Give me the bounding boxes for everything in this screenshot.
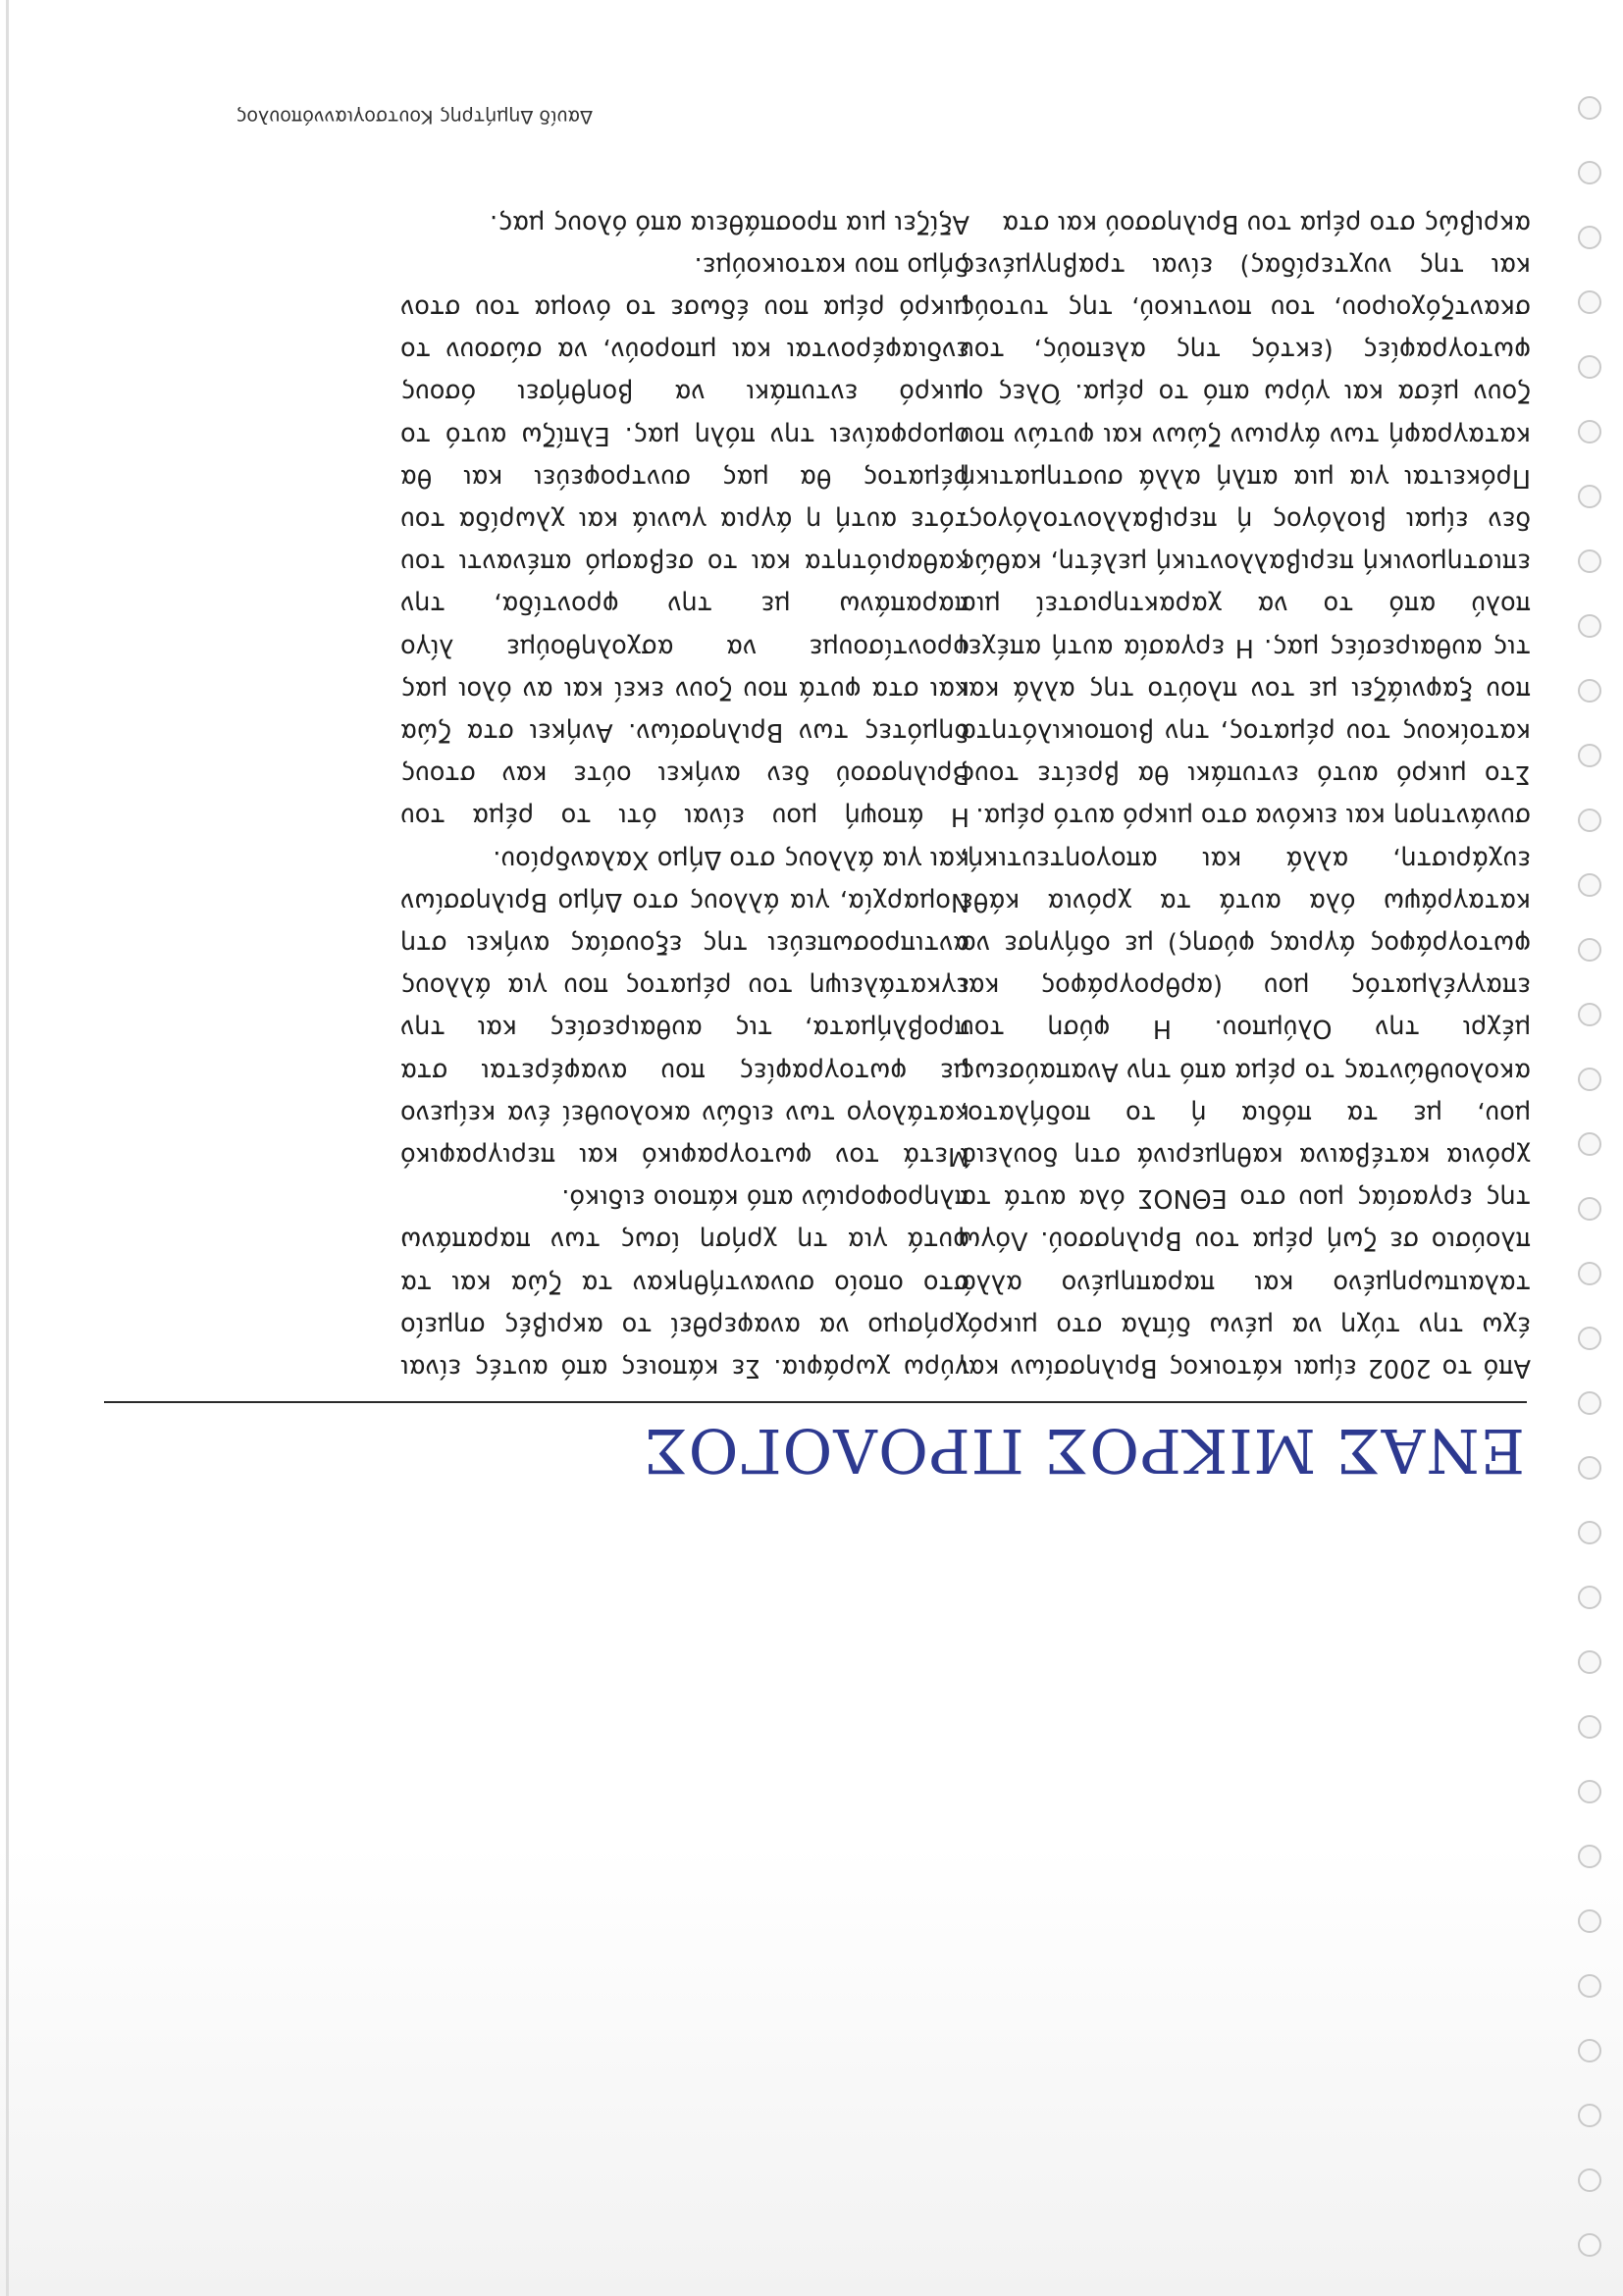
paragraph: γύρω χωράφια. Σε κάποιες από αυτές είναι χρήσιμο να αναφερθεί το ακριβές σημείο στο οποίο συναντήθηκαν τα ζώα και τα φυτά για τη χρήση ίσως των παραπάνω πληροφοριών από κάποιο ειδικό. bbox=[400, 1183, 969, 1383]
binding-hole bbox=[1578, 161, 1601, 184]
binding-hole bbox=[1578, 809, 1601, 832]
page-edge bbox=[6, 0, 9, 2296]
binding-hole bbox=[1578, 1780, 1601, 1803]
binding-hole bbox=[1578, 226, 1601, 249]
binding-hole bbox=[1578, 290, 1601, 314]
binding-hole bbox=[1578, 1197, 1601, 1221]
binding-hole bbox=[1578, 420, 1601, 444]
paragraph: Από το 2002 είμαι κάτοικος Βριλησσίων και έχω την τύχη να μένω δίπλα στο μικρό, ταλαιπωρημένο και παραπημένο αλλά πλούσιο σε ζωή ρέμα του Βριλησσού. Λόγω της εργασίας μου στο ΕΘΝΟΣ όλα αυτά τα χρόνια κατέβαινα καθημερινά στη δουλειά μου, με τα πόδια ή το ποδήλατο, ακολουθώντας το ρέμα από την Αναπαύσεως μέχρι την Ολύμπου. Η φύση του επαγγέλματός μου (αρθρογράφος και φωτογράφος άγριας φύσης) με οδήγησε να καταγράψω όλα αυτά τα χρόνια κάθε ευχάριστη, αλλά και απογοητευτική, συνάντηση και εικόνα στο μικρό αυτό ρέμα. bbox=[960, 802, 1531, 1383]
binding-hole bbox=[1578, 938, 1601, 962]
binding-hole bbox=[1578, 679, 1601, 703]
title-rule bbox=[104, 1401, 1527, 1403]
page-shade bbox=[0, 1845, 1623, 2296]
left-column bbox=[960, 201, 1531, 1388]
binding-hole bbox=[1578, 1327, 1601, 1350]
binding-hole bbox=[1578, 2233, 1601, 2257]
paragraph: Στο μικρό αυτό εντυπάκι θα βρείτε τους κατοίκους του ρέματος, την βιοποικιλότητα που ξαφνιάζει με τον πλούτο της αλλά και τις αυθαιρεσίες μας. Η εργασία αυτή απέχει πολύ από το να χαρακτηριστεί μια επιστημονική περιβαλλοντική μελέτη, καθώς δεν είμαι βιολόγος ή περιβαλλοντολόγος. Πρόκειται για μια απλή αλλά συστηματική καταγραφή των άγριων ζώων και φυτών που ζουν μέσα και γύρω από το ρέμα. Όλες οι φωτογραφίες (εκτός της αλεπούς, του σκαντζόχοιρου, του ποντικού, της τυτούς και της νυχτερίδας) είναι τραβηγμένες ακριβώς στο ρέμα του Βριλησσού και στα bbox=[960, 208, 1531, 790]
binding-hole bbox=[1578, 2168, 1601, 2192]
binding-hole bbox=[1578, 549, 1601, 573]
binding-hole bbox=[1578, 1132, 1601, 1156]
paragraph: Η άποψή μου είναι ότι το ρέμα του Βριλησσού δεν ανήκει ούτε καν στους δημότες των Βριλησσίων. Ανήκει στα ζώα και στα φυτά που ζουν εκεί και αν όλοι μας φροντίσουμε να ασχοληθούμε λίγο παραπάνω με την φροντίδα, την καθαριότητα και το σεβασμό απέναντι του τότε αυτή η άγρια γωνιά και χλωρίδα του ρέματος θα μας συντροφεύει και θα ομορφαίνει την πόλη μας. Ελπίζω αυτό το μικρό εντυπάκι να βοηθήσει όσους ενδιαφέρονται και μπορούν, να σώσουν το μικρό ρέμα που έδωσε το όνομα του στον δήμο που κατοικούμε. bbox=[400, 250, 969, 832]
binding-hole bbox=[1578, 1974, 1601, 1998]
paragraph: Αξίζει μια προσπάθεια από όλους μας. bbox=[490, 208, 969, 238]
binding-hole bbox=[1578, 485, 1601, 508]
binding-hole bbox=[1578, 96, 1601, 120]
binding-hole bbox=[1578, 1715, 1601, 1739]
binding-hole bbox=[1578, 2039, 1601, 2062]
spiral-binding bbox=[1552, 39, 1611, 2257]
binding-hole bbox=[1578, 1586, 1601, 1609]
binding-hole bbox=[1578, 1521, 1601, 1544]
paragraph: Μετά τον φωτογραφικό και περιγραφικό κατάλογο των ειδών ακολουθεί ένα κείμενο με φωτογραφίες που αναφέρεται στα προβλήματα, τις αυθαιρεσίες και την εγκατάλειψη του ρέματος που για άλλους αντιπροσωπεύει της εξουσίας ανήκει στη Νομαρχία, για άλλους στο Δήμο Βριλησσίων και για άλλους στο Δήμο Χαλανδρίου. bbox=[400, 844, 969, 1171]
binding-hole bbox=[1578, 873, 1601, 897]
page-title: ΕΝΑΣ ΜΙΚΡΟΣ ΠΡΟΛΟΓΟΣ bbox=[643, 1415, 1525, 1487]
binding-hole bbox=[1578, 1845, 1601, 1868]
binding-hole bbox=[1578, 1909, 1601, 1933]
binding-hole bbox=[1578, 744, 1601, 767]
binding-hole bbox=[1578, 1456, 1601, 1480]
binding-hole bbox=[1578, 1068, 1601, 1091]
binding-hole bbox=[1578, 1650, 1601, 1674]
binding-hole bbox=[1578, 1391, 1601, 1415]
author-signature: Δαυίδ Δημήτρης Κουτσογιαννόπουλος bbox=[236, 106, 593, 128]
binding-hole bbox=[1578, 1003, 1601, 1026]
right-column bbox=[400, 201, 969, 1388]
binding-hole bbox=[1578, 2104, 1601, 2127]
binding-hole bbox=[1578, 1262, 1601, 1285]
binding-hole bbox=[1578, 614, 1601, 638]
binding-hole bbox=[1578, 355, 1601, 379]
